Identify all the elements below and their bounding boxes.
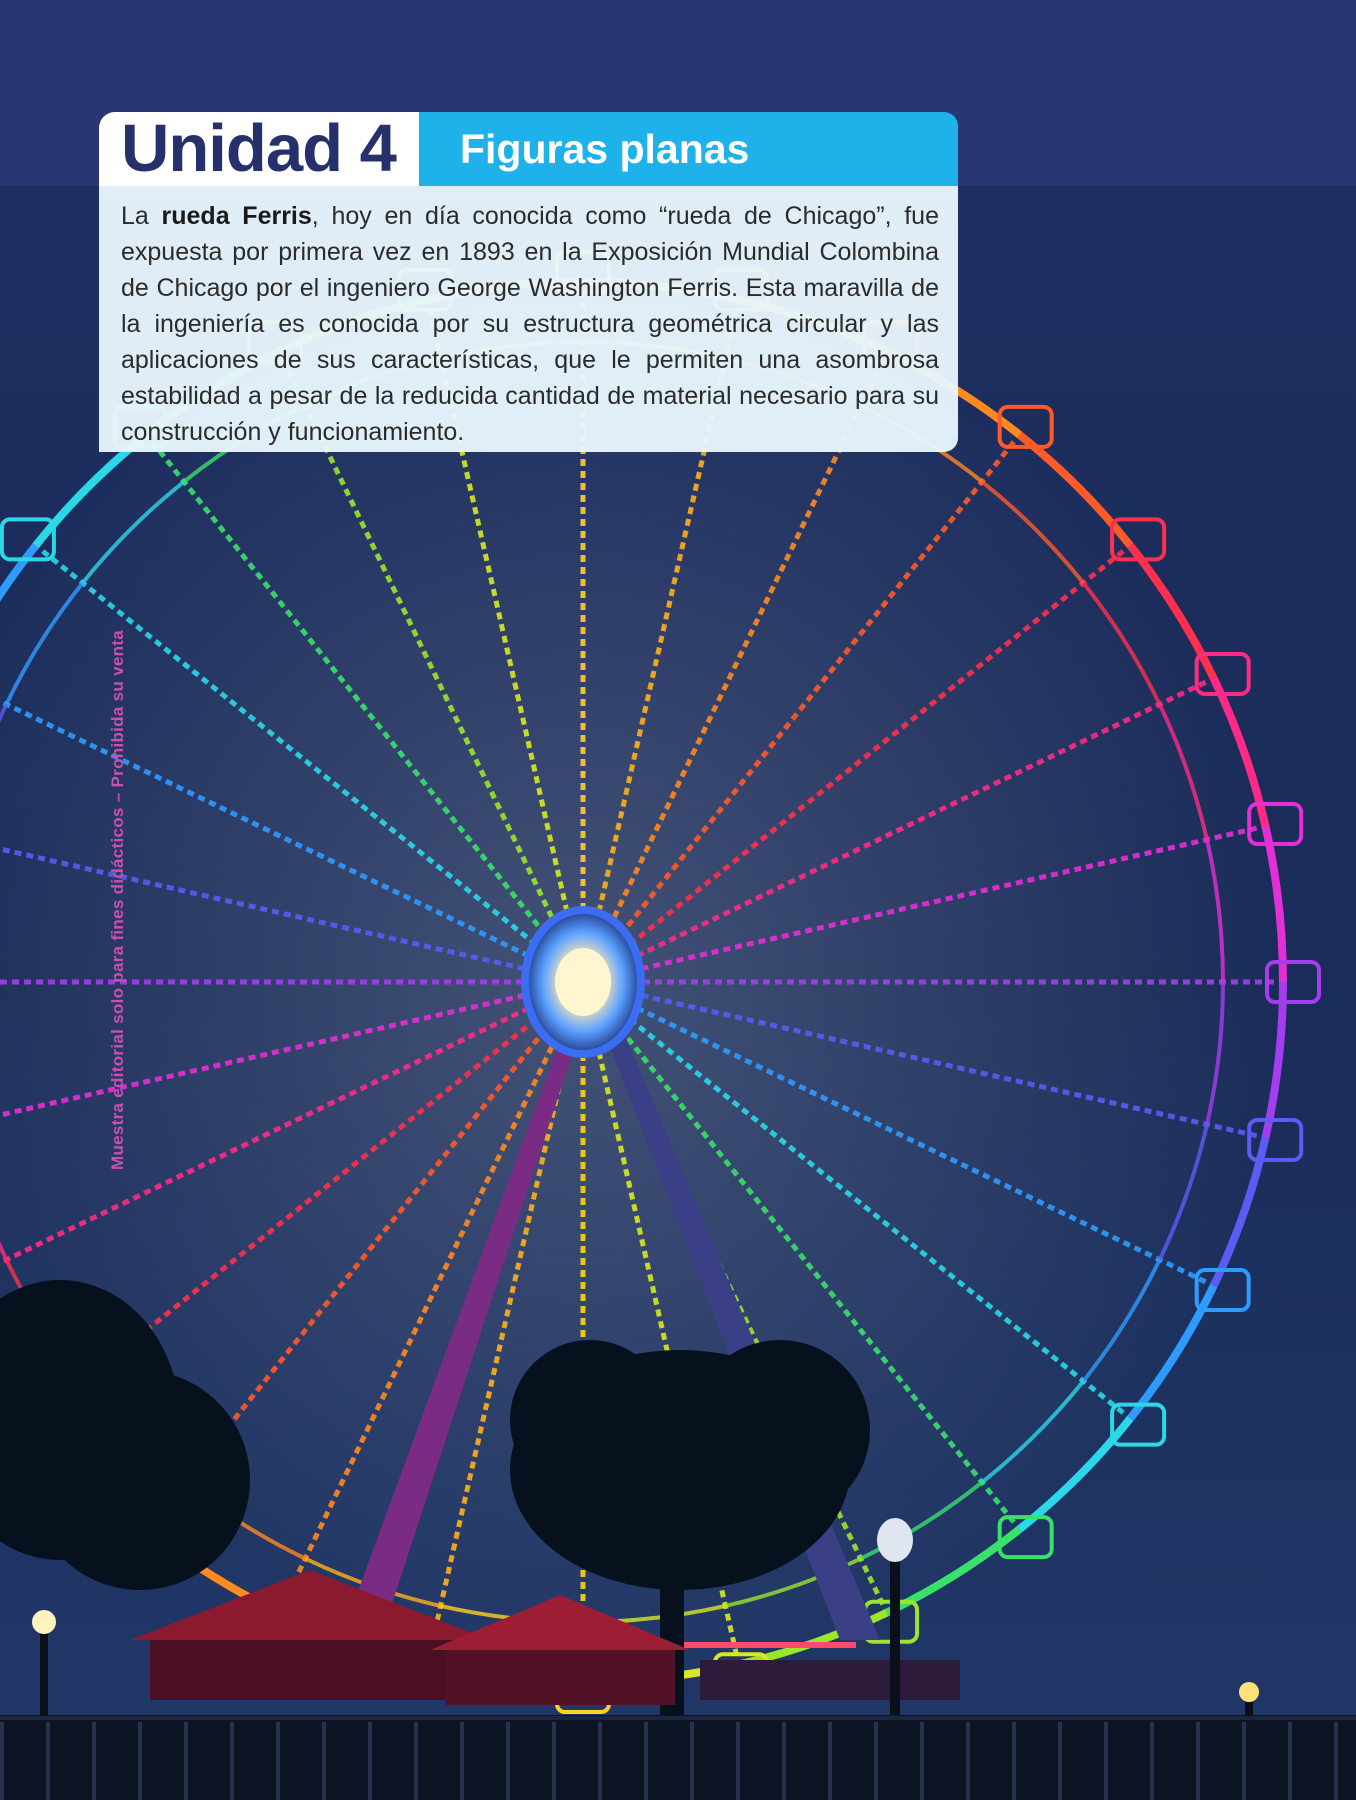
- title-tab: [419, 112, 958, 186]
- unit-title: Figuras planas: [460, 126, 750, 172]
- unit-tab: [99, 112, 419, 186]
- intro-highlight: rueda Ferris: [161, 202, 312, 230]
- intro-box: [99, 186, 958, 452]
- wheel-hub: [525, 910, 641, 1054]
- side-note: Muestra editorial solo para fines didácticos – Prohibida su venta: [108, 629, 127, 1171]
- unit-label: Unidad 4: [121, 111, 396, 186]
- unit-header: [99, 112, 958, 186]
- intro-text-after: , hoy en día conocida como “rueda de Chicago”, fue expuesta por primera vez en 1893 en la Exposición Mundial Colombina de Chicago por el ingeniero George Washington Ferris. Esta maravilla de la ingeniería es conocida por su estructura geométrica circular y las aplicaciones de sus características, que le permiten una asombrosa estabilidad a pesar de la reducida cantidad de material necesario para su construcción y funcionamiento.: [121, 202, 939, 446]
- intro-paragraph: [121, 198, 939, 450]
- intro-text-before: La: [121, 202, 162, 230]
